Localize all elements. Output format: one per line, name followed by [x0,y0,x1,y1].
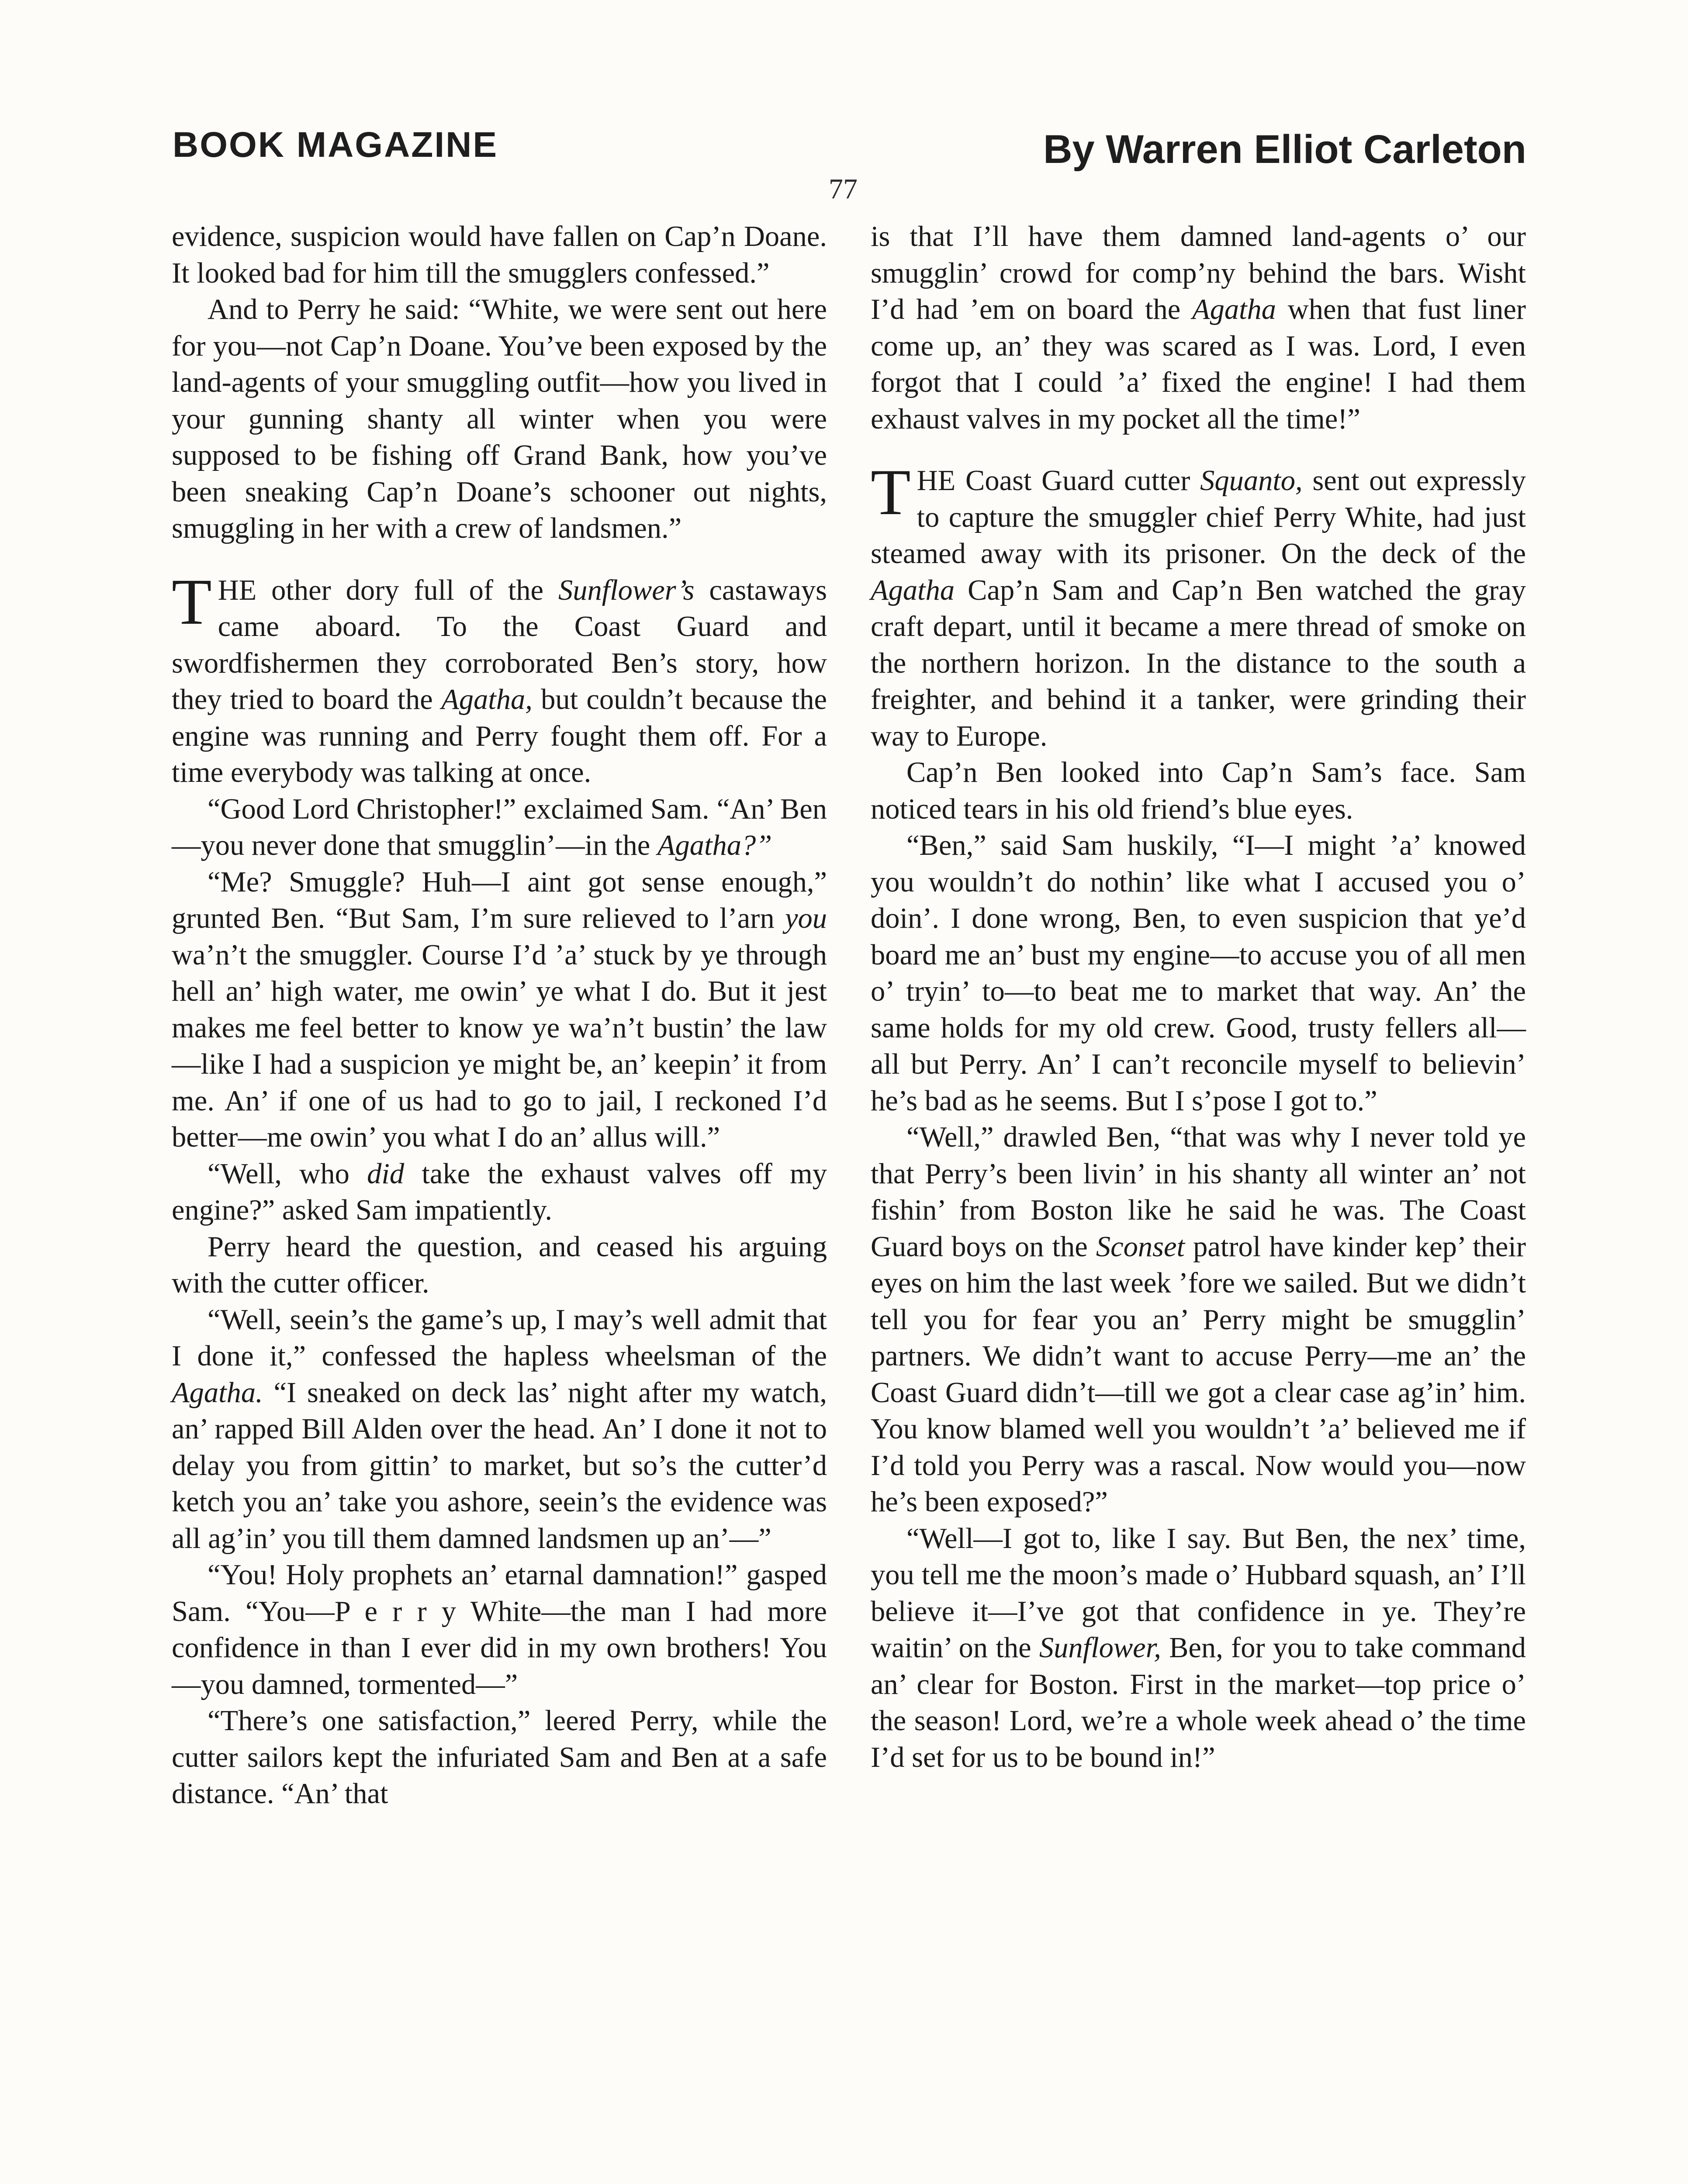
page-number: 77 [829,173,858,205]
drop-cap: T [172,565,212,638]
paragraph [871,1521,1526,1776]
ship-name: Agatha [871,574,955,606]
section-paragraph [871,456,1526,754]
emphasis: did [367,1158,405,1190]
text-run: Ben, for you to take command an’ clear for Boston. First in the market—top price o’ the season! Lord, we’re a whole week ahead o’ the time I’d set for us to be bound in!” [871,1632,1526,1773]
ship-name: Squanto, [1200,465,1303,497]
ship-name: Sconset [1096,1230,1185,1263]
text-run: “I sneaked on deck las’ night after my watch, an’ rapped Bill Alden over the head. An’ I done it not to delay you from gittin’ to market, but so’s the cutter’d ketch you an’ take you ashore, seein’s the evidence was all ag’in’ you till them damned landsmen up an’—” [172,1376,827,1555]
paragraph: Cap’n Ben looked into Cap’n Sam’s face. Sam noticed tears in his old friend’s blue eyes. [871,757,1526,825]
ship-name: Agatha, [441,684,533,715]
text-run: “Well, seein’s the game’s up, I may’s well admit that I done it,” confessed the hapless wheelsman of the [172,1303,827,1372]
paragraph: Perry heard the question, and ceased his arguing with the cutter officer. [172,1230,827,1299]
text-run: Cap’n Sam and Cap’n Ben watched the gray craft depart, until it became a mere thread of smoke on the northern horizon. In the distance to the south a freighter, and behind it a tanker, were grinding their way to Europe. [871,574,1526,752]
ship-name: Agatha?” [657,829,772,861]
section-paragraph [172,565,827,791]
text-run: HE other dory full of the [218,574,558,606]
paragraph [172,1302,827,1557]
paragraph [172,864,827,1156]
paragraph: “You! Holy prophets an’ etarnal damnation!” gasped Sam. “You—P e r r y White—the man I had more confidence in than I ever did in my own brothers! You—you damned, tormented—” [172,1559,827,1700]
text-run: patrol have kinder kep’ their eyes on him the last week ’fore we sailed. But we didn’t tell you for fear you an’ Perry might be smugglin’ partners. We didn’t want to accuse Perry—me an’ the Coast Guard didn’t—till we got a clear case ag’in’ him. You know blamed well you wouldn’t ’a’ believed me if I’d told you Perry was a rascal. Now would you—now he’s been exposed?” [871,1230,1526,1518]
drop-cap: T [871,456,911,529]
paragraph: evidence, suspicion would have fallen on Cap’n Doane. It looked bad for him till the smugglers confessed.” [172,221,827,289]
right-column [871,218,1526,1776]
text-run: is that I’ll have them damned land-agents o’ our smugglin’ crowd for comp’ny behind the bars. Wisht I’d had ’em on board the [871,221,1526,325]
text-run: HE Coast Guard cutter [917,465,1200,497]
text-run: “Well,” drawled Ben, “that was why I never told ye that Perry’s been livin’ in his shanty all winter an’ not fishin’ from Boston like he said he was. The Coast Guard boys on the [871,1121,1526,1263]
text-run: wa’n’t the smuggler. Course I’d ’a’ stuck by ye through hell an’ high water, me owin’ ye what I do. But it jest makes me feel better to know ye wa’n’t bustin’ the law—like I had a suspicion ye might be, an’ keepin’ it from me. An’ if one of us had to go to jail, I reckoned I’d better—me owin’ you what I do an’ allus will.” [172,939,827,1153]
text-run: “Me? Smuggle? Huh—I aint got sense enough,” grunted Ben. “But Sam, I’m sure relieved to l’arn [172,866,827,934]
text-run: “Good Lord Christopher!” exclaimed Sam. “An’ Ben—you never done that smugglin’—in the [172,793,827,861]
text-run: castaways came aboard. To the Coast Guard and swordfishermen they corroborated Ben’s story, how they tried to board the [172,574,827,715]
paragraph [871,1119,1526,1521]
emphasis: you [785,902,827,934]
author-byline: By Warren Elliot Carleton [1043,127,1526,172]
ship-name: Agatha. [172,1376,263,1409]
ship-name: Sunflower’s [558,574,695,606]
paragraph: “Ben,” said Sam huskily, “I—I might ’a’ knowed you wouldn’t do nothin’ like what I accused you o’ doin’. I done wrong, Ben, to even suspicion that ye’d board me an’ bust my engine—to accuse you of all men o’ tryin’ to—to beat me to market that way. An’ the same holds for my old crew. Good, trusty fellers all—all but Perry. An’ I can’t reconcile myself to believin’ he’s bad as he seems. But I s’pose I got to.” [871,829,1526,1117]
text-run: take the exhaust valves off my engine?” asked Sam impatiently. [172,1158,827,1226]
ship-name: Sunflower, [1039,1632,1161,1664]
text-run: “Well, who [208,1158,367,1190]
paragraph [172,1156,827,1229]
paragraph [172,791,827,864]
paragraph: And to Perry he said: “White, we were sent out here for you—not Cap’n Doane. You’ve been exposed by the land-agents of your smuggling outfit—how you lived in your gunning shanty all winter when you were supposed to be fishing off Grand Bank, how you’ve been sneaking Cap’n Doane’s schooner out nights, smuggling in her with a crew of landsmen.” [172,294,827,544]
magazine-title: BOOK MAGAZINE [173,125,498,165]
paragraph: “There’s one satisfaction,” leered Perry, while the cutter sailors kept the infuriated Sam and Ben at a safe distance. “An’ that [172,1705,827,1810]
text-run: “Well—I got to, like I say. But Ben, the nex’ time, you tell me the moon’s made o’ Hubbard squash, an’ I’ll believe it—I’ve got that confidence in ye. They’re waitin’ on the [871,1522,1526,1664]
ship-name: Agatha [1192,294,1276,325]
left-column [172,218,827,1812]
text-run: sent out expressly to capture the smuggler chief Perry White, had just steamed away with its prisoner. On the deck of the [871,465,1526,570]
text-run: when that fust liner come up, an’ they was scared as I was. Lord, I even forgot that I could ’a’ fixed the engine! I had them exhaust valves in my pocket all the time!” [871,294,1526,435]
paragraph [871,218,1526,437]
text-run: but couldn’t because the engine was running and Perry fought them off. For a time everybody was talking at once. [172,684,827,788]
